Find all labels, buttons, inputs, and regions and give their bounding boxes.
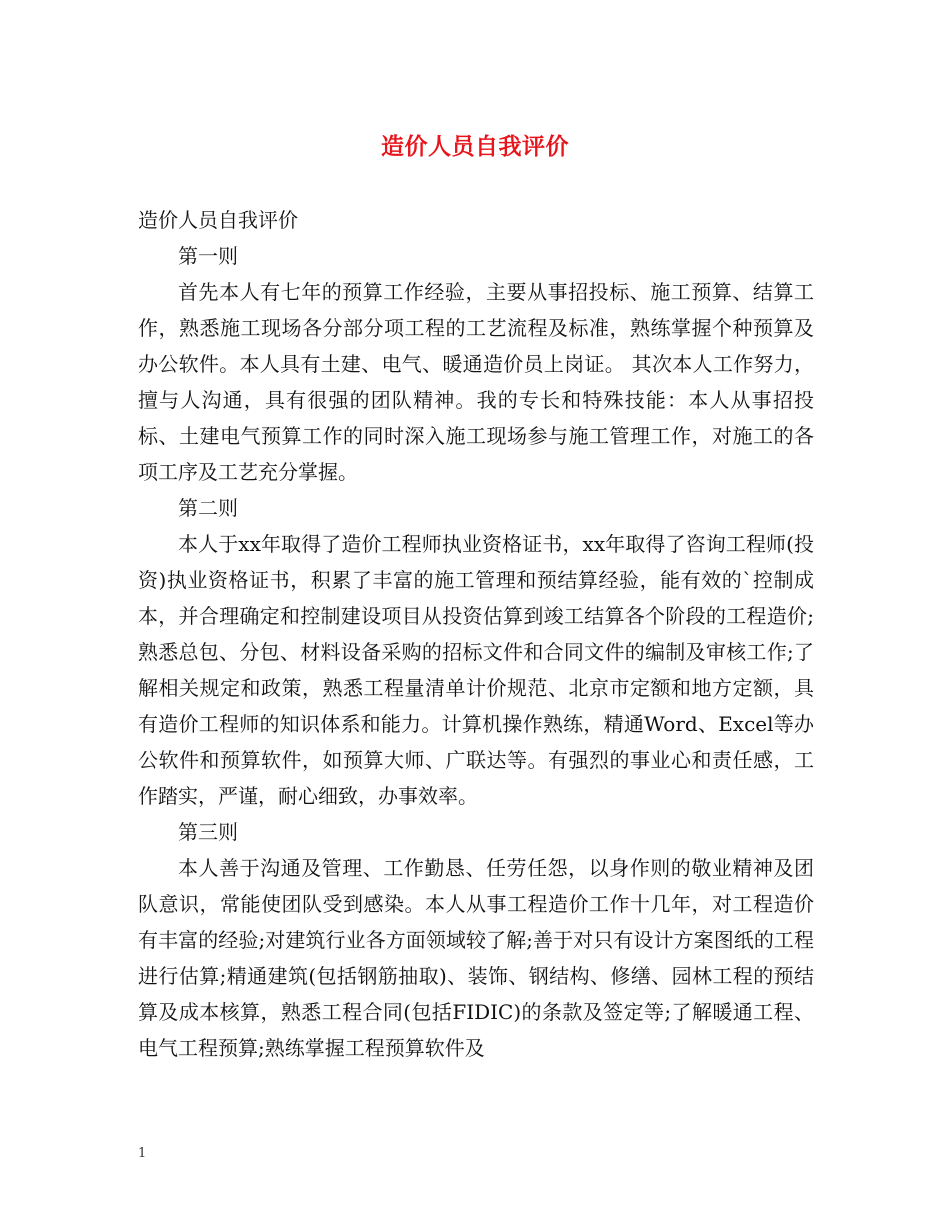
section-paragraph-2: 本人于xx年取得了造价工程师执业资格证书，xx年取得了咨询工程师(投资)执业资格证书，积累了丰富的施工管理和预结算经验，能有效的`控制成本，并合理确定和控制建设项目从投资估算到竣工结算各个阶段的工程造价;熟悉总包、分包、材料设备采购的招标文件和合同文件的编制及审核工作;了解相关规定和政策，熟悉工程量清单计价规范、北京市定额和地方定额，具有造价工程师的知识体系和能力。计算机操作熟练，精通Word、Excel等办公软件和预算软件，如预算大师、广联达等。有强烈的事业心和责任感，工作踏实，严谨，耐心细致，办事效率。 [138,532,814,808]
section-paragraph-1: 首先本人有七年的预算工作经验，主要从事招投标、施工预算、结算工作，熟悉施工现场各分部分项工程的工艺流程及标准，熟练掌握个种预算及办公软件。本人具有土建、电气、暖通造价员上岗证。 其次本人工作努力，擅与人沟通，具有很强的团队精神。我的专长和特殊技能：本人从事招投标、土建电气预算工作的同时深入施工现场参与施工管理工作，对施工的各项工序及工艺充分掌握。 [138,280,814,484]
section-heading-2: 第二则 [178,496,238,520]
document-body [138,202,814,1066]
section-heading-3: 第三则 [178,820,238,844]
document-subtitle: 造价人员自我评价 [138,208,298,232]
section-paragraph-3: 本人善于沟通及管理、工作勤恳、任劳任怨，以身作则的敬业精神及团队意识，常能使团队受到感染。本人从事工程造价工作十几年，对工程造价有丰富的经验;对建筑行业各方面领域较了解;善于对只有设计方案图纸的工程进行估算;精通建筑(包括钢筋抽取)、装饰、钢结构、修缮、园林工程的预结算及成本核算，熟悉工程合同(包括FIDIC)的条款及签定等;了解暖通工程、电气工程预算;熟练掌握工程预算软件及 [138,856,814,1060]
section-heading-1: 第一则 [178,244,238,268]
document-title: 造价人员自我评价 [381,134,569,160]
page-number: 1 [138,1146,147,1161]
